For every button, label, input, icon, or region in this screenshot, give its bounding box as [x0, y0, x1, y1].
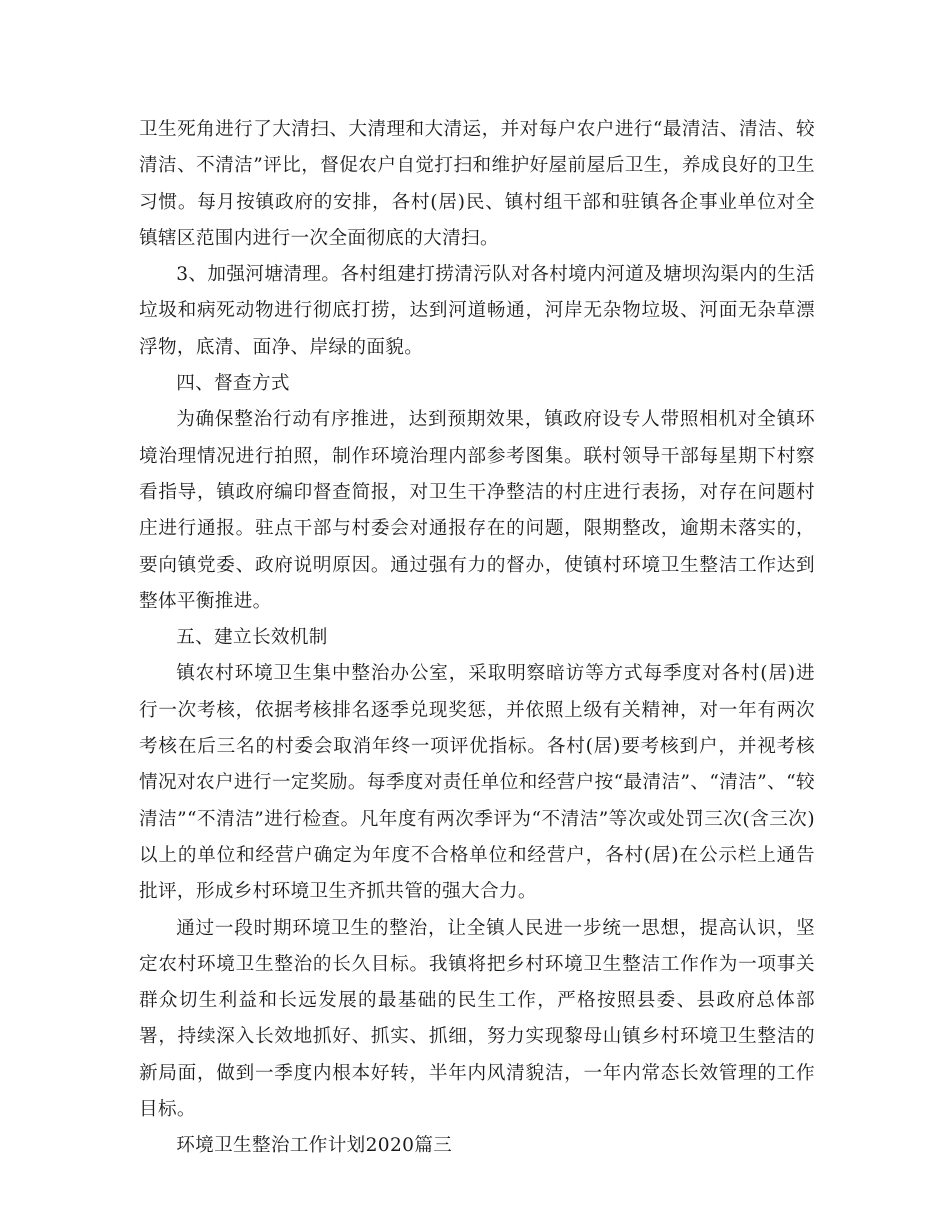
paragraph-supervision: 为确保整治行动有序推进，达到预期效果，镇政府设专人带照相机对全镇环境治理情况进行拍照，制作环境治理内部参考图集。联村领导干部每星期下村察看指导，镇政府编印督查简报，对卫生干净整洁的村庄进行表扬，对存在问题村庄进行通报。驻点干部与村委会对通报存在的问题，限期整改，逾期未落实的，要向镇党委、政府说明原因。通过强有力的督办，使镇村环境卫生整洁工作达到整体平衡推进。	[139, 409, 815, 612]
section-heading-supervision: 四、督查方式	[176, 373, 290, 395]
section-heading-plan-part-three: 环境卫生整治工作计划2020篇三	[176, 1135, 453, 1157]
paragraph-continued: 卫生死角进行了大清扫、大清理和大清运，并对每户农户进行“最清洁、清洁、较清洁、不清洁”评比，督促农户自觉打扫和维护好屋前屋后卫生，养成良好的卫生习惯。每月按镇政府的安排，各村(居)民、镇村组干部和驻镇各企事业单位对全镇辖区范围内进行一次全面彻底的大清扫。	[139, 119, 815, 249]
section-heading-long-term-mechanism: 五、建立长效机制	[176, 627, 328, 649]
paragraph-conclusion: 通过一段时期环境卫生的整治，让全镇人民进一步统一思想，提高认识，坚定农村环境卫生整治的长久目标。我镇将把乡村环境卫生整洁工作作为一项事关群众切生利益和长远发展的最基础的民生工作，严格按照县委、县政府总体部署，持续深入长效地抓好、抓实、抓细，努力实现黎母山镇乡村环境卫生整洁的新局面，做到一季度内根本好转，半年内风清貌洁，一年内常态长效管理的工作目标。	[139, 917, 815, 1121]
paragraph-long-term-mechanism: 镇农村环境卫生集中整治办公室，采取明察暗访等方式每季度对各村(居)进行一次考核，依据考核排名逐季兑现奖惩，并依照上级有关精神，对一年有两次考核在后三名的村委会取消年终一项评优指标。各村(居)要考核到户，并视考核情况对农户进行一定奖励。每季度对责任单位和经营户按“最清洁”、“清洁”、“较清洁”“不清洁”进行检查。凡年度有两次季评为“不清洁”等次或处罚三次(含三次)以上的单位和经营户确定为年度不合格单位和经营户，各村(居)在公示栏上通告批评，形成乡村环境卫生齐抓共管的强大合力。	[139, 663, 815, 903]
document-body	[139, 112, 815, 1165]
paragraph-river-cleanup: 3、加强河塘清理。各村组建打捞清污队对各村境内河道及塘坝沟渠内的生活垃圾和病死动物进行彻底打捞，达到河道畅通，河岸无杂物垃圾、河面无杂草漂浮物，底清、面净、岸绿的面貌。	[139, 264, 815, 358]
